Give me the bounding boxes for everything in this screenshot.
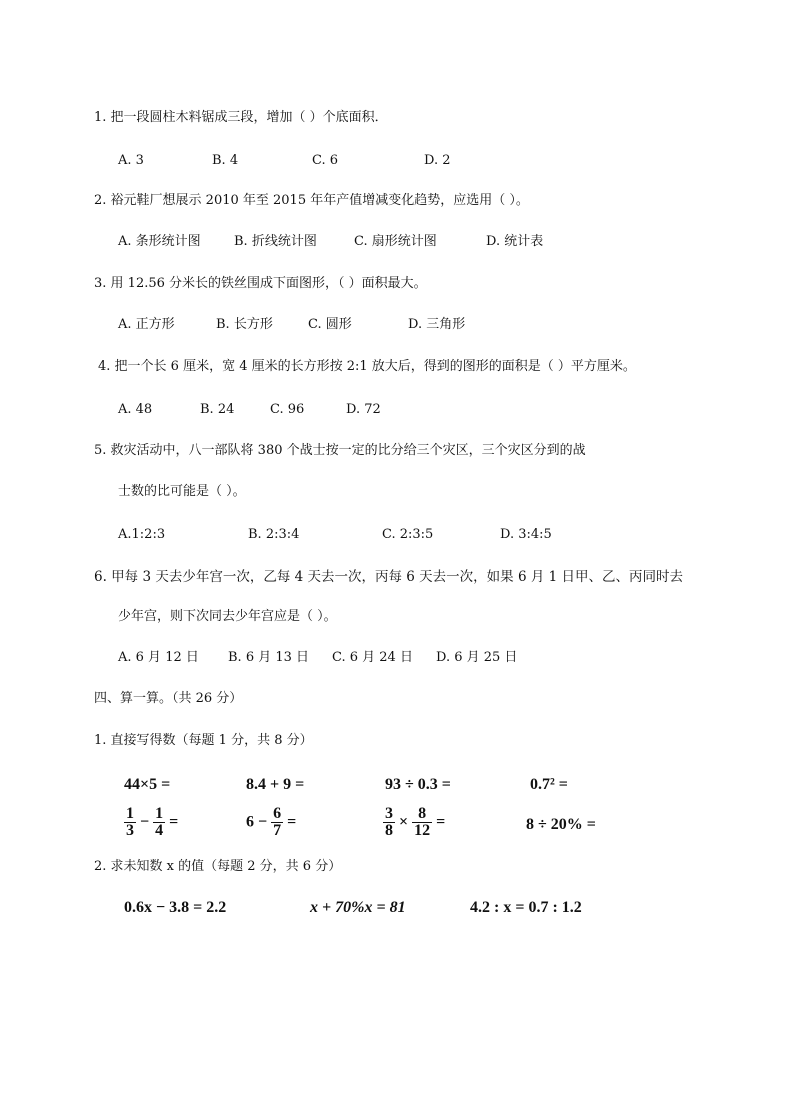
fraction: $\frac{1}{3}$ bbox=[126, 805, 134, 839]
equation-1: 0.6x − 3.8 = 2.2 bbox=[124, 899, 227, 916]
calc-5: $\frac{1}{3}$ − $\frac{1}{4}$ = bbox=[126, 805, 179, 839]
calc-7: $\frac{3}{8}$ × $\frac{8}{12}$ = bbox=[385, 805, 446, 839]
q3-option-a: A. 正方形 bbox=[118, 317, 175, 332]
calc-4: 0.7² = bbox=[530, 776, 568, 793]
q1-option-b: B. 4 bbox=[212, 153, 239, 168]
q4-option-c: C. 96 bbox=[270, 402, 305, 417]
section-4-q2-title: 2. 求未知数 x 的值（每题 2 分，共 6 分） bbox=[94, 859, 342, 874]
calc-6: 6 − $\frac{6}{7}$ = bbox=[246, 805, 297, 839]
q5-option-a: A.1:2:3 bbox=[118, 527, 166, 542]
equation-2: x + 70%x = 81 bbox=[310, 899, 406, 916]
q5-option-d: D. 3:4:5 bbox=[500, 527, 552, 542]
question-3-text: 3. 用 12.56 分米长的铁丝围成下面图形，（ ）面积最大。 bbox=[94, 276, 427, 291]
fraction: $\frac{8}{12}$ bbox=[414, 805, 431, 839]
q6-option-b: B. 6 月 13 日 bbox=[228, 650, 310, 665]
equation-3: 4.2 : x = 0.7 : 1.2 bbox=[470, 899, 582, 916]
q5-option-c: C. 2:3:5 bbox=[382, 527, 434, 542]
q4-option-d: D. 72 bbox=[346, 402, 381, 417]
q2-option-c: C. 扇形统计图 bbox=[354, 234, 437, 249]
question-6-text-cont: 少年宫，则下次同去少年宫应是（ ）。 bbox=[118, 609, 337, 624]
q3-option-c: C. 圆形 bbox=[308, 317, 352, 332]
q6-option-d: D. 6 月 25 日 bbox=[436, 650, 518, 665]
question-5-text-cont: 士数的比可能是（ ）。 bbox=[118, 484, 246, 499]
q1-option-c: C. 6 bbox=[312, 153, 339, 168]
q6-option-c: C. 6 月 24 日 bbox=[332, 650, 413, 665]
q1-option-d: D. 2 bbox=[424, 153, 451, 168]
question-5-text: 5. 救灾活动中，八一部队将 380 个战士按一定的比分给三个灾区，三个灾区分到的战 bbox=[94, 443, 586, 458]
fraction: $\frac{6}{7}$ bbox=[273, 805, 282, 839]
q2-option-d: D. 统计表 bbox=[486, 234, 544, 249]
question-1-text: 1. 把一段圆柱木料锯成三段，增加（ ）个底面积． bbox=[94, 110, 388, 125]
q5-option-b: B. 2:3:4 bbox=[248, 527, 300, 542]
calc-1: 44×5 = bbox=[124, 776, 171, 793]
question-4-text: 4. 把一个长 6 厘米，宽 4 厘米的长方形按 2:1 放大后，得到的图形的面积是（ ）平方厘米。 bbox=[98, 359, 636, 374]
q2-option-a: A. 条形统计图 bbox=[118, 234, 201, 249]
calc-8: 8 ÷ 20% = bbox=[526, 816, 596, 833]
q3-option-b: B. 长方形 bbox=[216, 317, 273, 332]
question-2-text: 2. 裕元鞋厂想展示 2010 年至 2015 年年产值增减变化趋势，应选用（ ）。 bbox=[94, 193, 529, 208]
section-4-q1-title: 1. 直接写得数（每题 1 分，共 8 分） bbox=[94, 733, 313, 748]
q1-option-a: A. 3 bbox=[118, 153, 144, 168]
q3-option-d: D. 三角形 bbox=[408, 317, 466, 332]
question-6-text: 6. 甲每 3 天去少年宫一次，乙每 4 天去一次，丙每 6 天去一次，如果 6 月 1 日甲、乙、丙同时去 bbox=[94, 569, 684, 585]
q4-option-a: A. 48 bbox=[118, 402, 153, 417]
q2-option-b: B. 折线统计图 bbox=[234, 234, 317, 249]
fraction: $\frac{1}{4}$ bbox=[155, 805, 164, 839]
fraction: $\frac{3}{8}$ bbox=[385, 805, 393, 839]
section-4-title: 四、算一算。（共 26 分） bbox=[94, 691, 243, 706]
calc-2: 8.4 + 9 = bbox=[246, 776, 305, 793]
q6-option-a: A. 6 月 12 日 bbox=[118, 650, 199, 665]
calc-3: 93 ÷ 0.3 = bbox=[385, 776, 451, 793]
q4-option-b: B. 24 bbox=[200, 402, 235, 417]
